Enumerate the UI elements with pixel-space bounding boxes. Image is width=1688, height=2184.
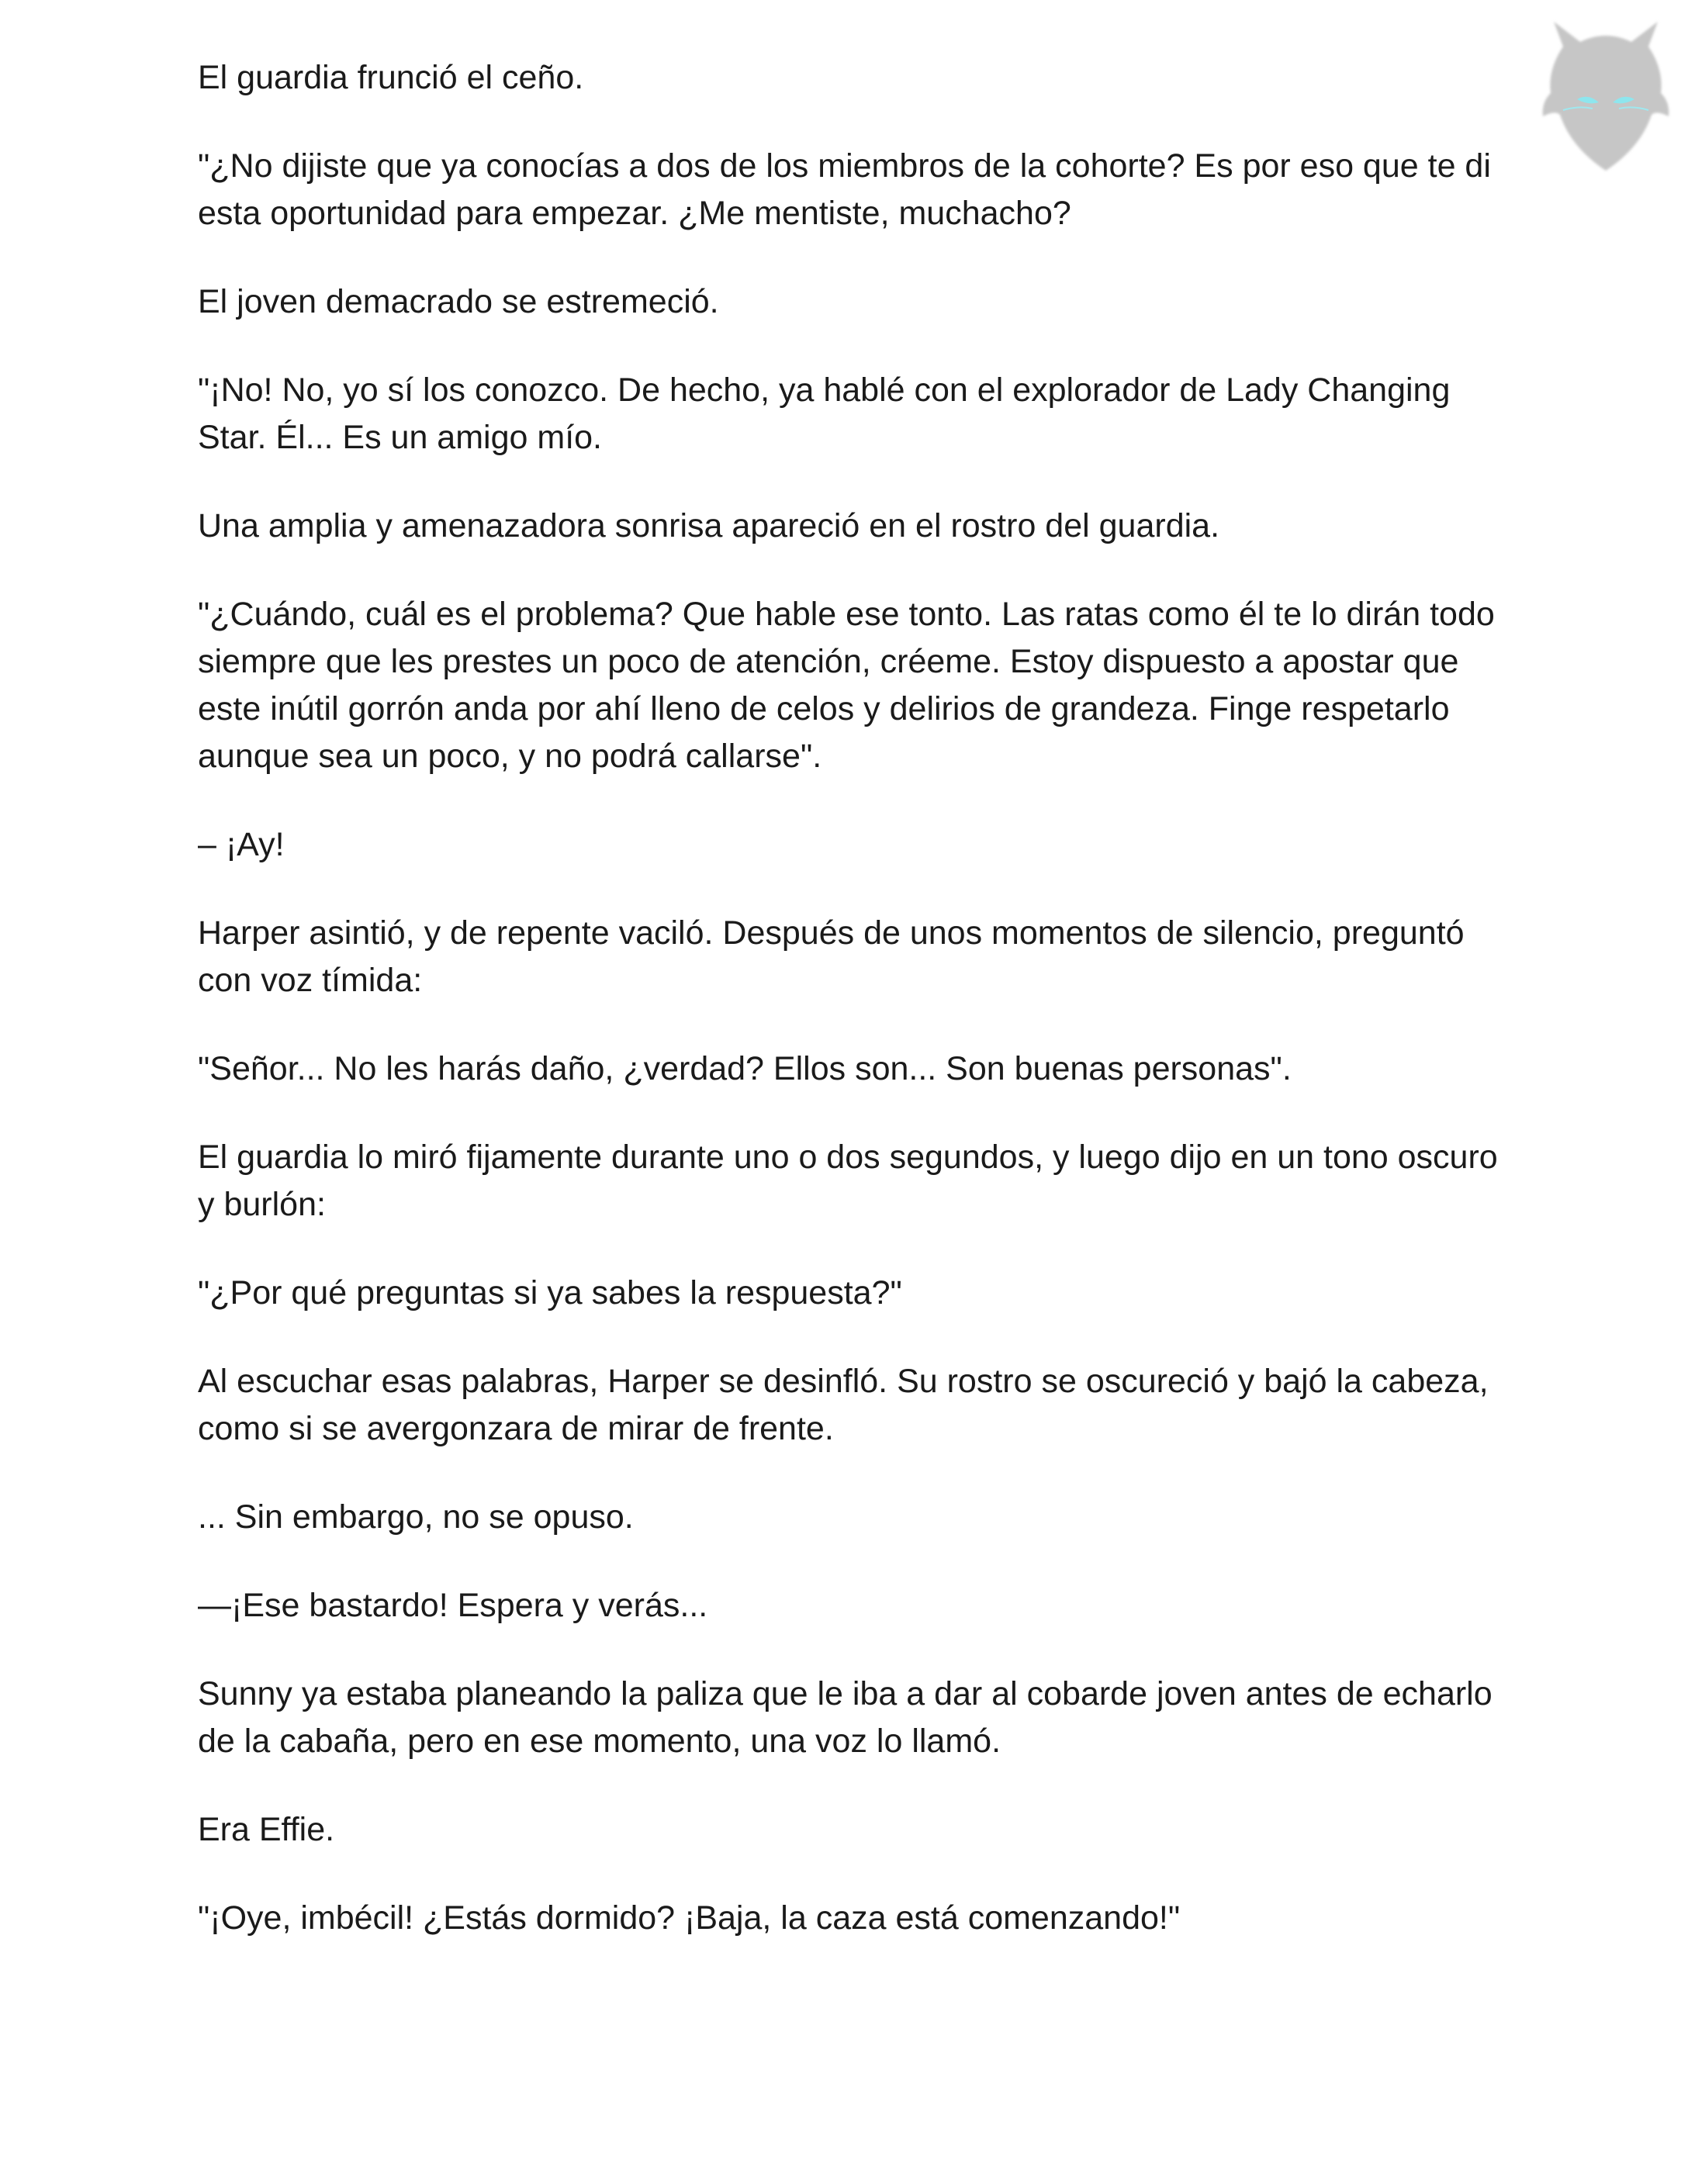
paragraph: El guardia frunció el ceño. [198, 59, 584, 96]
paragraph: ... Sin embargo, no se opuso. [198, 1498, 634, 1536]
text-body [198, 54, 1501, 1983]
paragraph: El guardia lo miró fijamente durante uno o dos segundos, y luego dijo en un tono oscuro y burlón: [198, 1139, 1498, 1223]
paragraph: Era Effie. [198, 1811, 335, 1848]
paragraph: "¿No dijiste que ya conocías a dos de los miembros de la cohorte? Es por eso que te di esta oportunidad para empezar. ¿Me mentiste, muchacho? [198, 147, 1491, 232]
paragraph: El joven demacrado se estremeció. [198, 283, 719, 320]
paragraph: "Señor... No les harás daño, ¿verdad? Ellos son... Son buenas personas". [198, 1050, 1292, 1087]
paragraph: – ¡Ay! [198, 826, 285, 863]
paragraph: Una amplia y amenazadora sonrisa apareció en el rostro del guardia. [198, 507, 1220, 544]
paragraph: Al escuchar esas palabras, Harper se desinfló. Su rostro se oscureció y bajó la cabeza, como si se avergonzara de mirar de frente. [198, 1363, 1489, 1447]
paragraph: Sunny ya estaba planeando la paliza que le iba a dar al cobarde joven antes de echarlo de la cabaña, pero en ese momento, una voz lo llamó. [198, 1675, 1493, 1760]
demon-head-icon [1532, 16, 1679, 186]
paragraph: "¿Cuándo, cuál es el problema? Que hable ese tonto. Las ratas como él te lo dirán todo siempre que les prestes un poco de atención, créeme. Estoy dispuesto a apostar que este inútil gorrón anda por ahí lleno de celos y delirios de grandeza. Finge respetarlo aunque sea un poco, y no podrá callarse". [198, 596, 1495, 775]
paragraph: —¡Ese bastardo! Espera y verás... [198, 1587, 708, 1624]
paragraph: Harper asintió, y de repente vaciló. Después de unos momentos de silencio, preguntó con voz tímida: [198, 914, 1465, 999]
paragraph: "¿Por qué preguntas si ya sabes la respuesta?" [198, 1274, 902, 1311]
paragraph: "¡No! No, yo sí los conozco. De hecho, ya hablé con el explorador de Lady Changing Star. Él... Es un amigo mío. [198, 371, 1451, 456]
paragraph: "¡Oye, imbécil! ¿Estás dormido? ¡Baja, la caza está comenzando!" [198, 1899, 1181, 1937]
